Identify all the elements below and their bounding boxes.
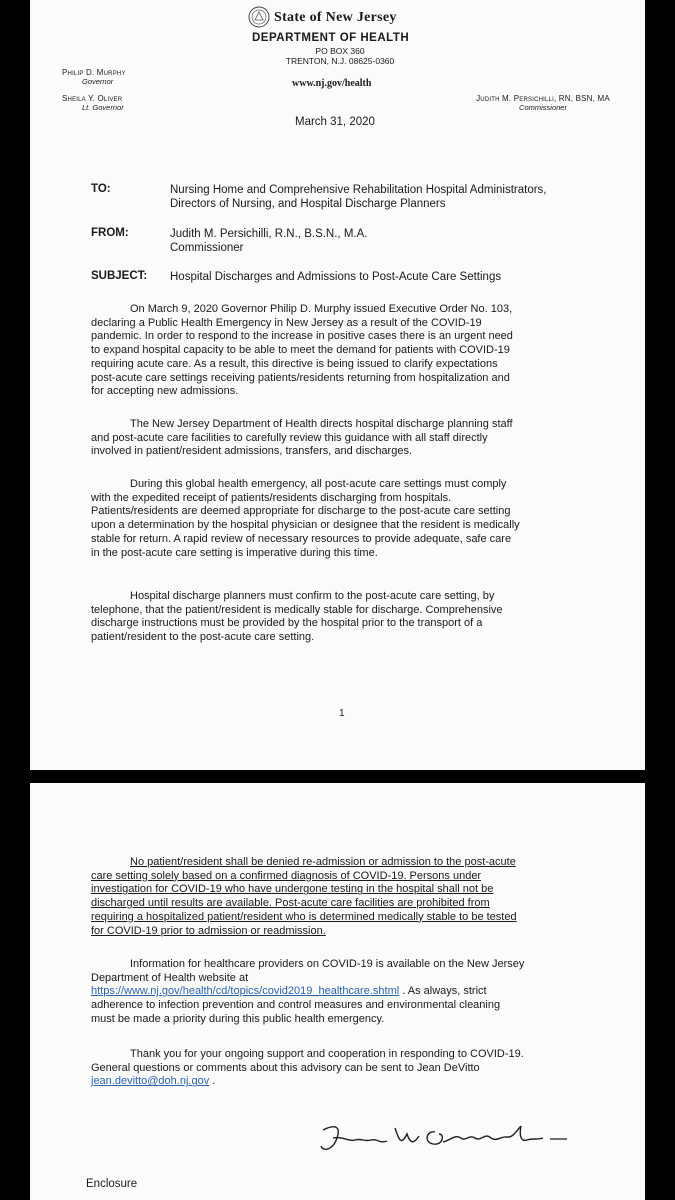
text-line: The New Jersey Department of Health directs hospital discharge planning staff: [130, 418, 513, 430]
text-line: post-acute care settings receiving patients/residents returning from hospitalization and: [91, 371, 510, 384]
text-line: Department of Health website at: [91, 971, 249, 984]
text-line: and post-acute care facilities to carefully review this guidance with all staff directly: [91, 431, 488, 444]
text-line: [91, 1075, 631, 1089]
to-line: Directors of Nursing, and Hospital Discharge Planners: [170, 198, 446, 210]
paragraph-no-denial: [91, 856, 631, 938]
paragraph-thank-you: [91, 1048, 631, 1089]
text-line: upon a determination by the hospital physician or designee that the resident is medically: [91, 519, 520, 532]
subject-label: SUBJECT:: [91, 270, 148, 282]
text-line: must be made a priority during this public health emergency.: [91, 1012, 385, 1025]
text-line: discharge instructions must be provided by the hospital prior to the transport of a: [91, 617, 483, 630]
mailing-address: [280, 46, 400, 66]
paragraph-executive-order: [91, 303, 631, 399]
commissioner-name: Judith M. Persichilli, RN, BSN, MA: [476, 94, 610, 103]
paragraph-expedited-receipt: [91, 478, 631, 560]
text-line: in the post-acute care setting is imperative during this time.: [91, 546, 378, 559]
text-line: care setting solely based on a confirmed diagnosis of COVID-19. Persons under: [91, 869, 482, 882]
state-seal-icon: [248, 6, 270, 33]
governor-title: Governor: [82, 77, 114, 86]
text-line: for COVID-19 prior to admission or readmission.: [91, 924, 326, 937]
text-line: Patients/residents are deemed appropriate for discharge to the post-acute care setting: [91, 505, 511, 518]
text-line: On March 9, 2020 Governor Philip D. Murphy issued Executive Order No. 103,: [130, 303, 513, 315]
text-line: declaring a Public Health Emergency in New Jersey as a result of the COVID-19: [91, 316, 482, 329]
department-website: www.nj.gov/health: [292, 78, 372, 89]
subject-text: Hospital Discharges and Admissions to Post-Acute Care Settings: [170, 271, 502, 283]
text-line: Information for healthcare providers on COVID-19 is available on the New Jersey: [130, 958, 525, 970]
text-line: for accepting new admissions.: [91, 385, 239, 398]
text-line: General questions or comments about this advisory can be sent to Jean DeVitto: [91, 1061, 480, 1074]
text-line: requiring a hospitalized patient/resident who is determined medically stable to be tested: [91, 910, 517, 923]
text-line: telephone, that the patient/resident is medically stable for discharge. Comprehensive: [91, 603, 503, 616]
text-line: involved in patient/resident admissions, transfers, and discharges.: [91, 445, 413, 458]
commissioner-block: [463, 94, 623, 112]
document-page-2: [30, 783, 645, 1200]
text-line: investigation for COVID-19 who have undergone testing in the hospital shall not be: [91, 883, 494, 896]
to-recipients: [170, 183, 547, 211]
text-line: Thank you for your ongoing support and cooperation in responding to COVID-19.: [130, 1048, 524, 1060]
text-line: patient/resident to the post-acute care setting.: [91, 631, 315, 644]
text-line: Hospital discharge planners must confirm to the post-acute care setting, by: [130, 590, 495, 602]
text-line: No patient/resident shall be denied re-admission or admission to the post-acute: [130, 856, 516, 868]
to-line: Nursing Home and Comprehensive Rehabilitation Hospital Administrators,: [170, 184, 547, 196]
text-line: stable for return. A rapid review of necessary resources to provide adequate, safe care: [91, 532, 512, 545]
department-name: DEPARTMENT OF HEALTH: [252, 32, 410, 44]
text-line: to expand hospital capacity to be able to meet the demand for patients with COVID-19: [91, 344, 510, 357]
governor-name: Philip D. Murphy: [62, 68, 126, 77]
paragraph-discharge-planners: [91, 590, 631, 645]
from-line: Judith M. Persichilli, R.N., B.S.N., M.A.: [170, 228, 368, 240]
letter-date: March 31, 2020: [295, 116, 375, 128]
po-box: PO BOX 360: [315, 46, 365, 56]
enclosure-label: Enclosure: [86, 1178, 138, 1190]
city-address: TRENTON, N.J. 08625-0360: [285, 56, 395, 66]
contact-email-link[interactable]: jean.devitto@doh.nj.gov: [91, 1075, 210, 1088]
from-label: FROM:: [91, 227, 129, 239]
text-line: discharged until results are available. Post-acute care facilities are prohibited from: [91, 897, 490, 910]
text-fragment: .: [209, 1075, 216, 1088]
text-line: [91, 985, 631, 999]
state-name: State of New Jersey: [274, 10, 397, 25]
lt-governor-name: Sheila Y. Oliver: [62, 94, 123, 103]
paragraph-information: [91, 958, 631, 1027]
text-line: adherence to infection prevention and control measures and environmental cleaning: [91, 999, 501, 1012]
text-line: pandemic. In order to respond to the increase in positive cases there is an urgent need: [91, 330, 513, 343]
from-line: Commissioner: [170, 242, 244, 254]
page-number: 1: [339, 708, 345, 719]
text-fragment: . As always, strict: [399, 985, 487, 998]
text-line: requiring acute care. As a result, this directive is being issued to clarify expectations: [91, 357, 498, 370]
text-line: with the expedited receipt of patients/residents discharging from hospitals.: [91, 491, 452, 504]
governor-block: [62, 68, 126, 86]
covid-healthcare-link[interactable]: https://www.nj.gov/health/cd/topics/covid2019_healthcare.shtml: [91, 985, 400, 998]
commissioner-signature: [315, 1120, 575, 1160]
to-label: TO:: [91, 183, 111, 195]
paragraph-guidance-review: [91, 418, 631, 459]
text-line: During this global health emergency, all post-acute care settings must comply: [130, 478, 507, 490]
from-sender: [170, 227, 367, 255]
commissioner-title: Commissioner: [519, 103, 567, 112]
lt-governor-title: Lt. Governor: [82, 103, 124, 112]
lt-governor-block: [62, 94, 124, 112]
document-page-1: [30, 0, 645, 770]
